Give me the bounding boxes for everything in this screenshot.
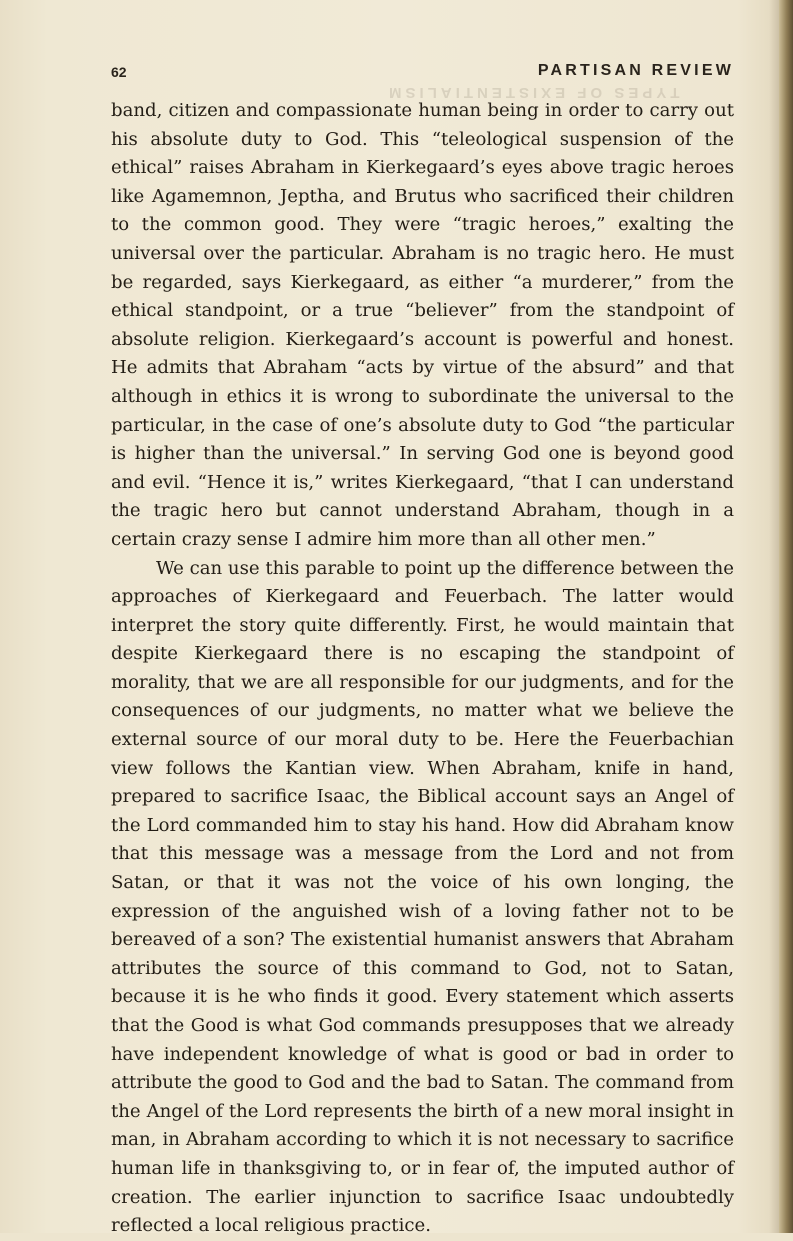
bleed-through-text: TYPES OF EXISTENTIALISM [385,84,680,101]
page-edge-shadow [769,0,779,1233]
page-edge [779,0,793,1233]
page-header [111,62,734,84]
running-head: PARTISAN REVIEW [537,62,734,79]
paragraph-2: We can use this parable to point up the difference between the approaches of Kierkegaard and Feuerbach. The latter would interpret the story quite differently. First, he would maintain that despite Kierkegaard there is no escaping the standpoint of morality, that we are all responsible for our judgments, and for the consequences of our judgments, no matter what we believe the external source of our moral duty to be. Here the Feuerbachian view follows the Kantian view. When Abraham, knife in hand, prepared to sacrifice Isaac, the Biblical account says an Angel of the Lord commanded him to stay his hand. How did Abraham know that this message was a message from the Lord and not from Satan, or that it was not the voice of his own longing, the expression of the anguished wish of a loving father not to be bereaved of a son? The existential humanist answers that Abraham attributes the source of this command to God, not to Satan, because it is he who finds it good. Every statement which asserts that the Good is what God commands presupposes that we already have independent knowledge of what is good or bad in order to attribute the good to God and the bad to Satan. The command from the Angel of the Lord represents the birth of a new moral insight in man, in Abraham according to which it is not necessary to sacrifice human life in thanksgiving to, or in fear of, the imputed author of creation. The earlier injunction to sacrifice Isaac undoubtedly reflected a local religious practice. [111,557,734,1237]
page-number: 62 [111,64,127,80]
paragraph-1: band, citizen and compassionate human being in order to carry out his absolute duty to God. This “teleological suspension of the ethical” raises Abraham in Kierkegaard’s eyes above tragic heroes like Agamemnon, Jeptha, and Brutus who sacrificed their children to the common good. They were “tragic heroes,” exalting the universal over the particular. Abraham is no tragic hero. He must be regarded, says Kierkegaard, as either “a murderer,” from the ethical standpoint, or a true “believer” from the standpoint of absolute religion. Kierkegaard’s account is powerful and honest. He admits that Abraham “acts by virtue of the absurd” and that although in ethics it is wrong to subordinate the universal to the particular, in the case of one’s absolute duty to God “the particular is higher than the universal.” In serving God one is beyond good and evil. “Hence it is,” writes Kierkegaard, “that I can understand the tragic hero but cannot understand Abraham, though in a certain crazy sense I admire him more than all other men.” [111,100,734,550]
body-text [111,97,734,1241]
